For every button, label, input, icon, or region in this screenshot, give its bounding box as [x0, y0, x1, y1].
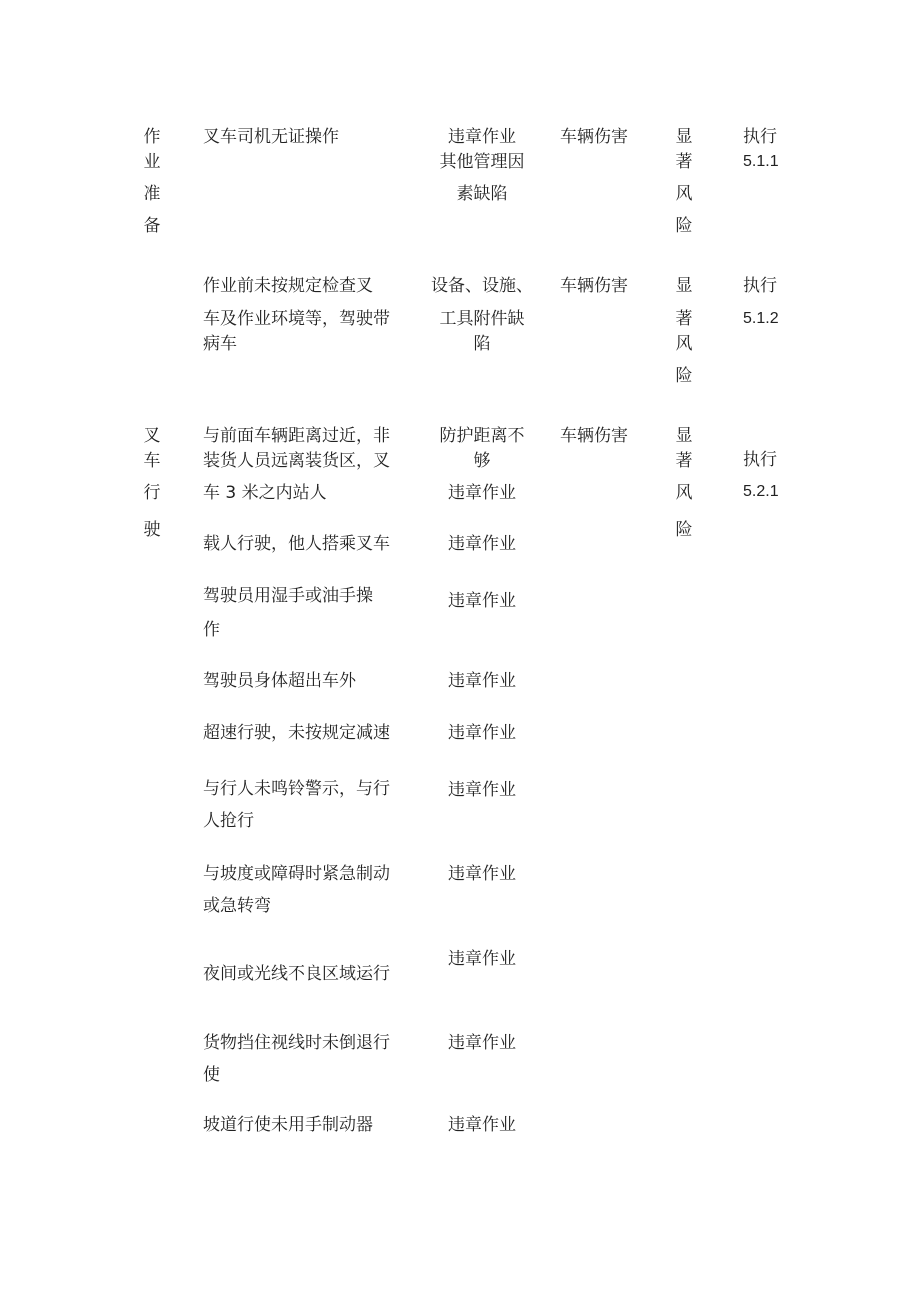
cause-text: 违章作业 [448, 483, 516, 503]
hazard-text: 病车 [203, 334, 237, 354]
section-label-char: 备 [143, 216, 161, 236]
risk-level-char: 险 [675, 520, 693, 540]
cause-text: 违章作业 [448, 671, 516, 691]
risk-level-char: 著 [675, 309, 693, 329]
hazard-text: 叉车司机无证操作 [203, 127, 339, 147]
risk-level-char: 著 [675, 451, 693, 471]
cause-text: 违章作业 [448, 949, 516, 969]
section-label-char: 准 [143, 184, 161, 204]
section-label-char: 行 [143, 483, 161, 503]
consequence-text: 车辆伤害 [560, 276, 628, 296]
hazard-text: 驾驶员身体超出车外 [203, 671, 356, 691]
section-label-char: 叉 [143, 426, 161, 446]
hazard-text: 超速行驶，未按规定减速 [203, 723, 390, 743]
hazard-text: 与坡度或障碍时紧急制动 [203, 864, 390, 884]
cause-text: 违章作业 [448, 591, 516, 611]
cause-text: 陷 [473, 334, 491, 354]
measure-code: 5.1.2 [743, 310, 779, 327]
measure-code: 5.1.1 [743, 153, 779, 170]
hazard-text: 载人行驶，他人搭乘叉车 [203, 534, 390, 554]
hazard-text: 夜间或光线不良区域运行 [203, 964, 390, 984]
section-label-char: 业 [143, 152, 161, 172]
hazard-text: 作业前未按规定检查叉 [203, 276, 373, 296]
cause-text: 违章作业 [448, 1033, 516, 1053]
hazard-text: 人抢行 [203, 811, 254, 831]
hazard-text: 与行人未鸣铃警示，与行 [203, 779, 390, 799]
hazard-text: 车及作业环境等，驾驶带 [203, 309, 390, 329]
cause-text: 够 [473, 451, 491, 471]
measure-text: 执行 [743, 276, 777, 296]
risk-level-char: 风 [675, 483, 693, 503]
hazard-text: 车 3 米之内站人 [203, 483, 327, 503]
measure-text: 执行 [743, 450, 777, 470]
hazard-text: 使 [203, 1065, 220, 1085]
section-label-char: 作 [143, 127, 161, 147]
consequence-text: 车辆伤害 [560, 426, 628, 446]
section-label-char: 车 [143, 451, 161, 471]
cause-text: 素缺陷 [456, 184, 508, 204]
cause-text: 违章作业 [448, 1115, 516, 1135]
cause-text: 违章作业 [448, 864, 516, 884]
risk-level-char: 显 [675, 426, 693, 446]
cause-text: 防护距离不 [439, 426, 525, 446]
cause-text: 其他管理因 [439, 152, 525, 172]
cause-text: 设备、设施、 [431, 276, 533, 296]
measure-code: 5.2.1 [743, 483, 779, 500]
hazard-text: 驾驶员用湿手或油手操 [203, 586, 373, 606]
cause-text: 工具附件缺 [439, 309, 525, 329]
risk-level-char: 显 [675, 127, 693, 147]
cause-text: 违章作业 [448, 723, 516, 743]
measure-text: 执行 [743, 127, 777, 147]
section-label-char: 驶 [143, 520, 161, 540]
cause-text: 违章作业 [448, 127, 516, 147]
hazard-text: 货物挡住视线时未倒退行 [203, 1033, 390, 1053]
hazard-text: 装货人员远离装货区，叉 [203, 451, 390, 471]
risk-level-char: 险 [675, 216, 693, 236]
risk-level-char: 著 [675, 152, 693, 172]
hazard-text: 或急转弯 [203, 896, 271, 916]
hazard-text: 坡道行使未用手制动器 [203, 1115, 373, 1135]
cause-text: 违章作业 [448, 780, 516, 800]
consequence-text: 车辆伤害 [560, 127, 628, 147]
cause-text: 违章作业 [448, 534, 516, 554]
risk-level-char: 风 [675, 184, 693, 204]
risk-level-char: 风 [675, 334, 693, 354]
hazard-text: 与前面车辆距离过近，非 [203, 426, 390, 446]
hazard-text: 作 [203, 620, 220, 640]
risk-level-char: 显 [675, 276, 693, 296]
risk-level-char: 险 [675, 366, 693, 386]
